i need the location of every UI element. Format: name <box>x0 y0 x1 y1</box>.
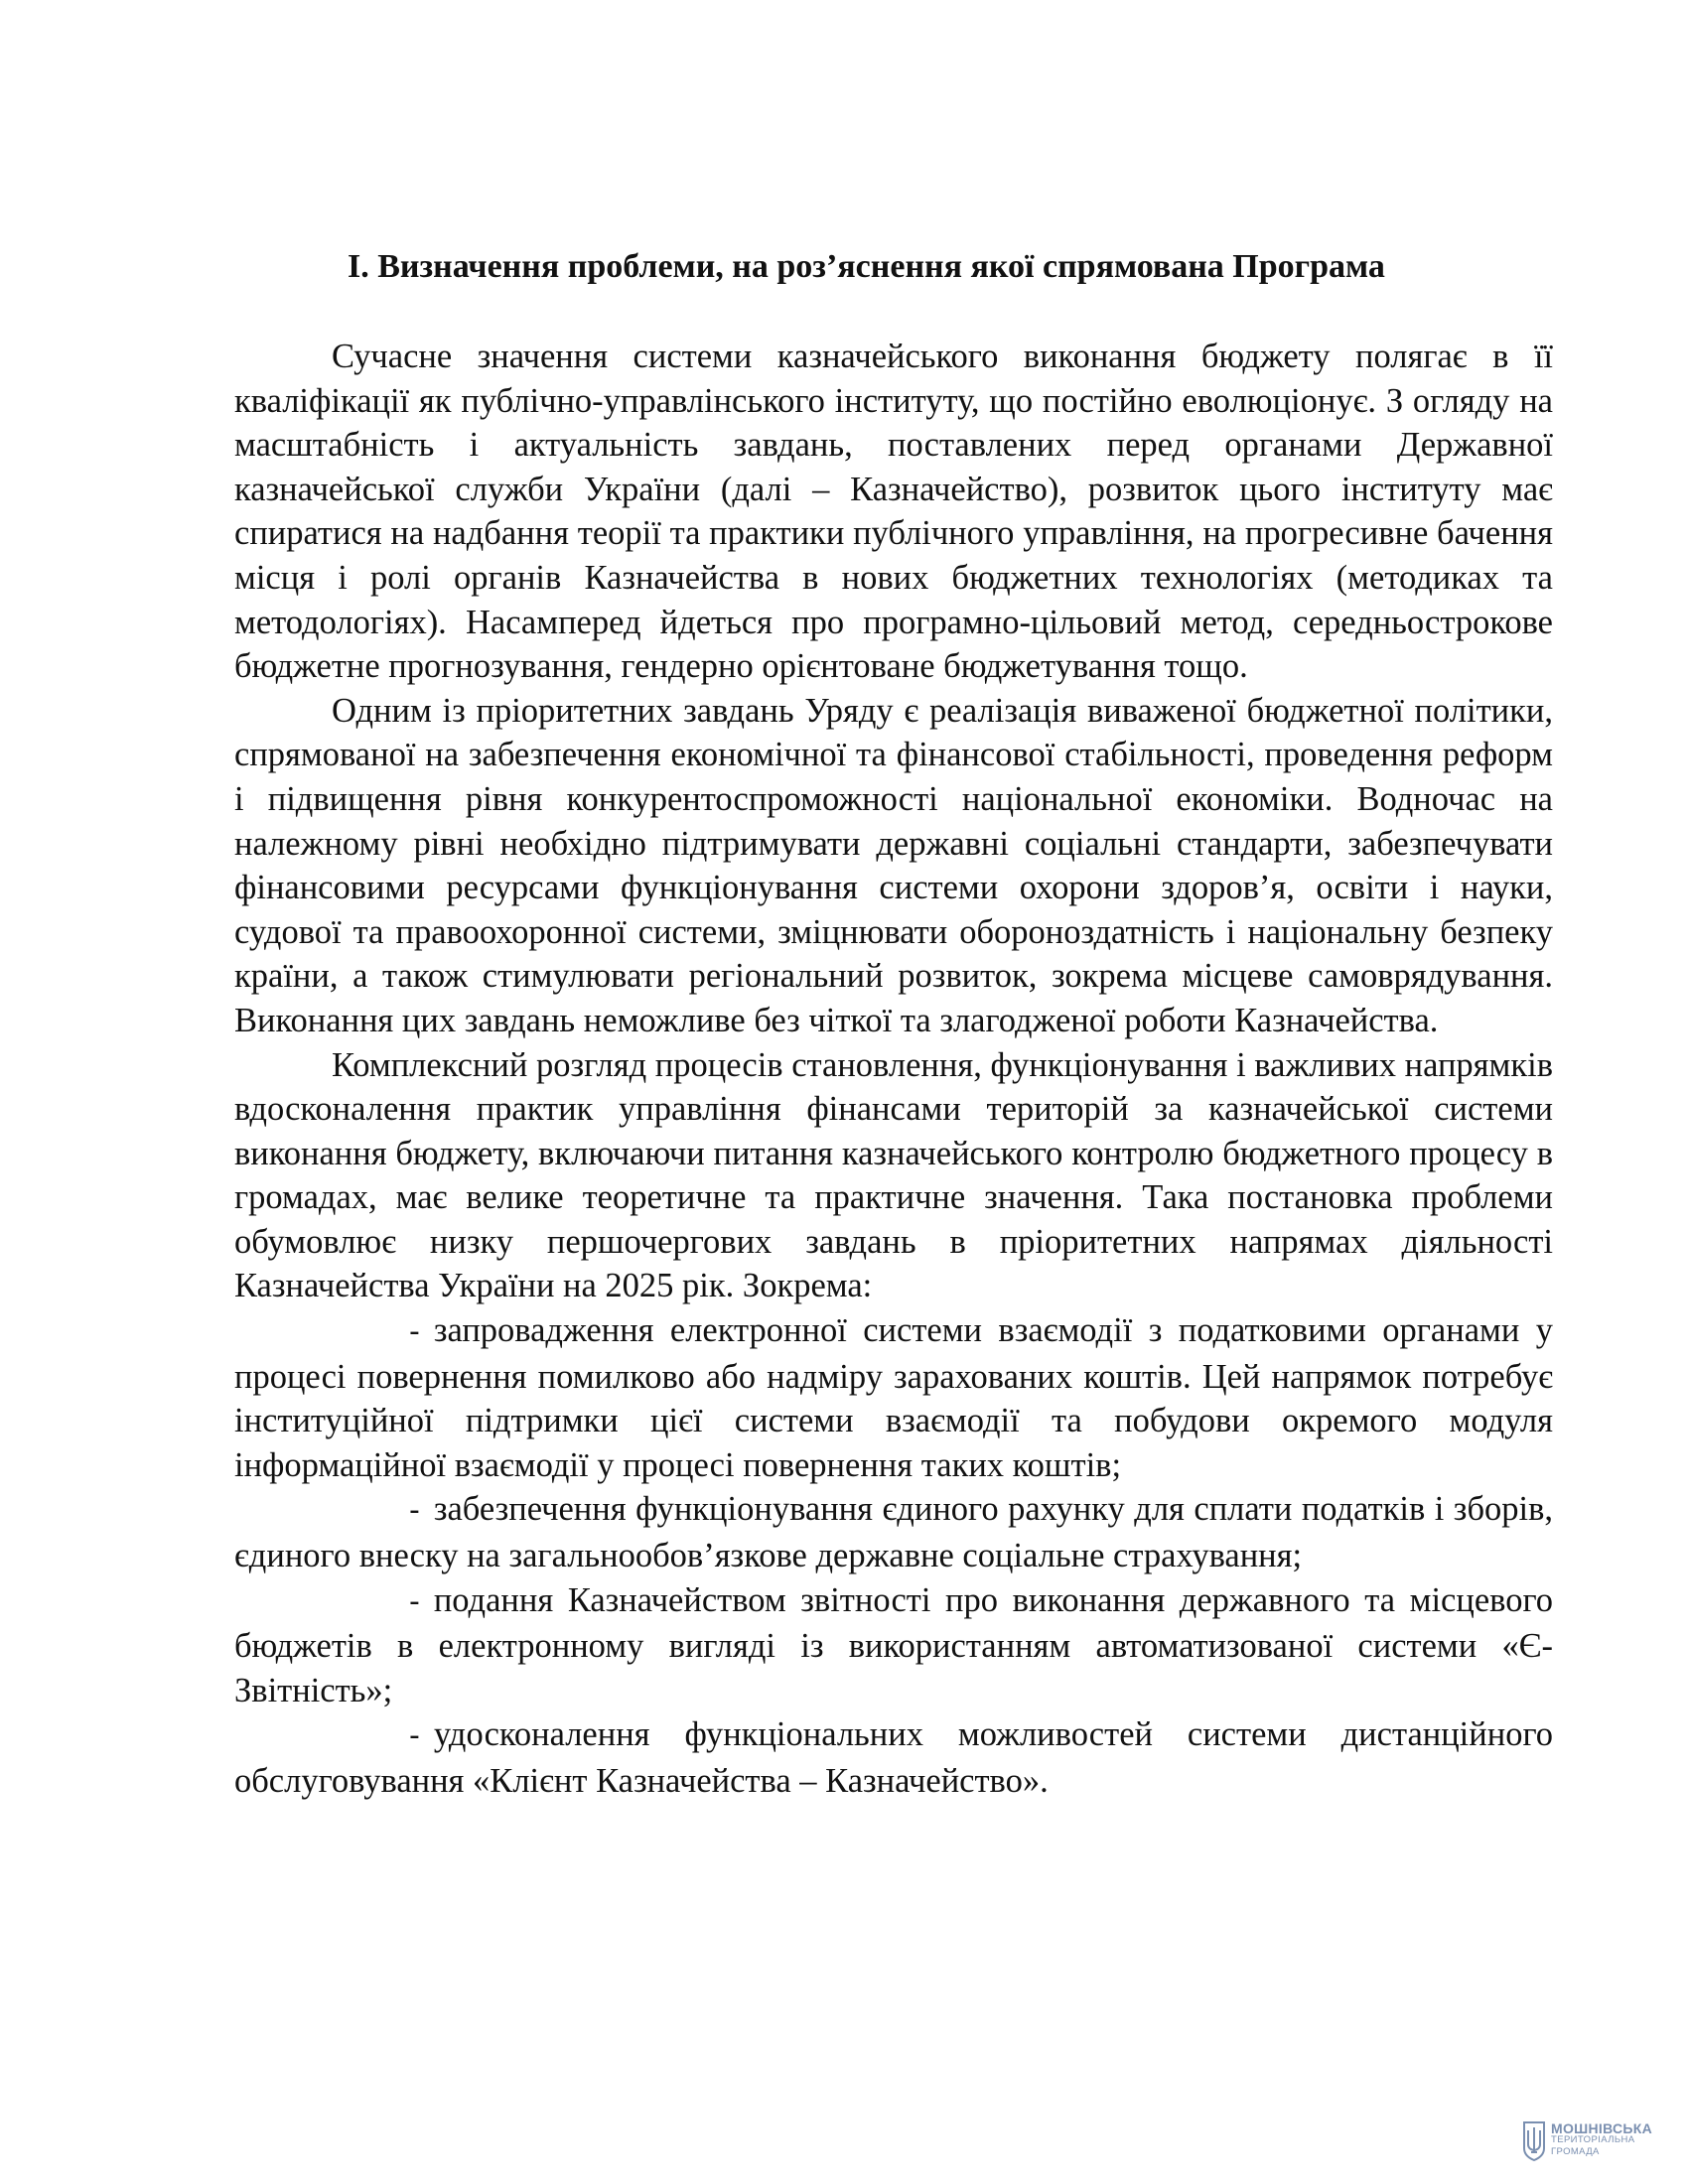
list-item-text: удосконалення функціональних можливостей системи дистанційного обслуговування «Клієнт Казначейства – Казначейство». <box>234 1715 1553 1800</box>
section-heading: І. Визначення проблеми, на роз’яснення якої спрямована Програма <box>348 248 1385 285</box>
community-watermark-logo <box>1521 2115 1653 2166</box>
paragraph-1: Сучасне значення системи казначейського виконання бюджету полягає в її кваліфікації як публічно-управлінського інституту, що постійно еволюціонує. З огляду на масштабність і актуальність завдань, поставлених перед органами Державної казначейської служби України (далі – Казначейство), розвиток цього інституту має спиратися на надбання теорії та практики публічного управління, на прогресивне бачення місця і ролі органів Казначейства в нових бюджетних технологіях (методиках та методологіях). Насамперед йдеться про програмно-цільовий метод, середньострокове бюджетне прогнозування, гендерно орієнтоване бюджетування тощо. <box>234 338 1553 686</box>
list-item-text: запровадження електронної системи взаємодії з податковими органами у процесі повернення помилково або надміру зарахованих коштів. Цей напрямок потребує інституційної підтримки цієї системи взаємодії та побудови окремого модуля інформаційної взаємодії у процесі повернення таких коштів; <box>234 1311 1553 1484</box>
list-item-text: подання Казначейством звітності про виконання державного та місцевого бюджетів в електронному вигляді із використанням автоматизованої системи «Є-Звітність»; <box>234 1580 1553 1709</box>
list-dash: - <box>409 1718 420 1754</box>
list-item <box>234 1712 1553 1803</box>
list-item <box>234 1308 1553 1487</box>
watermark-text <box>1551 2122 1652 2158</box>
watermark-line3: ГРОМАДА <box>1551 2146 1600 2157</box>
watermark-name: МОШНІВСЬКА <box>1551 2120 1653 2136</box>
trident-emblem-icon <box>1521 2118 1547 2162</box>
list-dash: - <box>409 1583 420 1619</box>
list-item <box>234 1487 1553 1577</box>
paragraph-3: Комплексний розгляд процесів становлення, функціонування і важливих напрямків вдосконалення практик управління фінансами територій за казначейської системи виконання бюджету, включаючи питання казначейського контролю бюджетного процесу в громадах, має велике теоретичне та практичне значення. Така постановка проблеми обумовлює низку першочергових завдань в пріоритетних напрямах діяльності Казначейства України на 2025 рік. Зокрема: <box>234 1045 1553 1305</box>
watermark-line2: ТЕРИТОРІАЛЬНА <box>1551 2134 1635 2145</box>
list-item <box>234 1578 1553 1713</box>
list-item-text: забезпечення функціонування єдиного рахунку для сплати податків і зборів, єдиного внеску на загальнообов’язкове державне соціальне страхування; <box>234 1490 1553 1575</box>
list-dash: - <box>409 1314 420 1350</box>
list-dash: - <box>409 1493 420 1529</box>
document-body <box>234 335 1553 1804</box>
paragraph-2: Одним із пріоритетних завдань Уряду є реалізація виваженої бюджетної політики, спрямованої на забезпечення економічної та фінансової стабільності, проведення реформ і підвищення рівня конкурентоспроможності національної економіки. Водночас на належному рівні необхідно підтримувати державні соціальні стандарти, забезпечувати фінансовими ресурсами функціонування системи охорони здоров’я, освіти і науки, судової та правоохоронної системи, зміцнювати обороноздатність і національну безпеку країни, а також стимулювати регіональний розвиток, зокрема місцеве самоврядування. Виконання цих завдань неможливе без чіткої та злагодженої роботи Казначейства. <box>234 691 1553 1039</box>
